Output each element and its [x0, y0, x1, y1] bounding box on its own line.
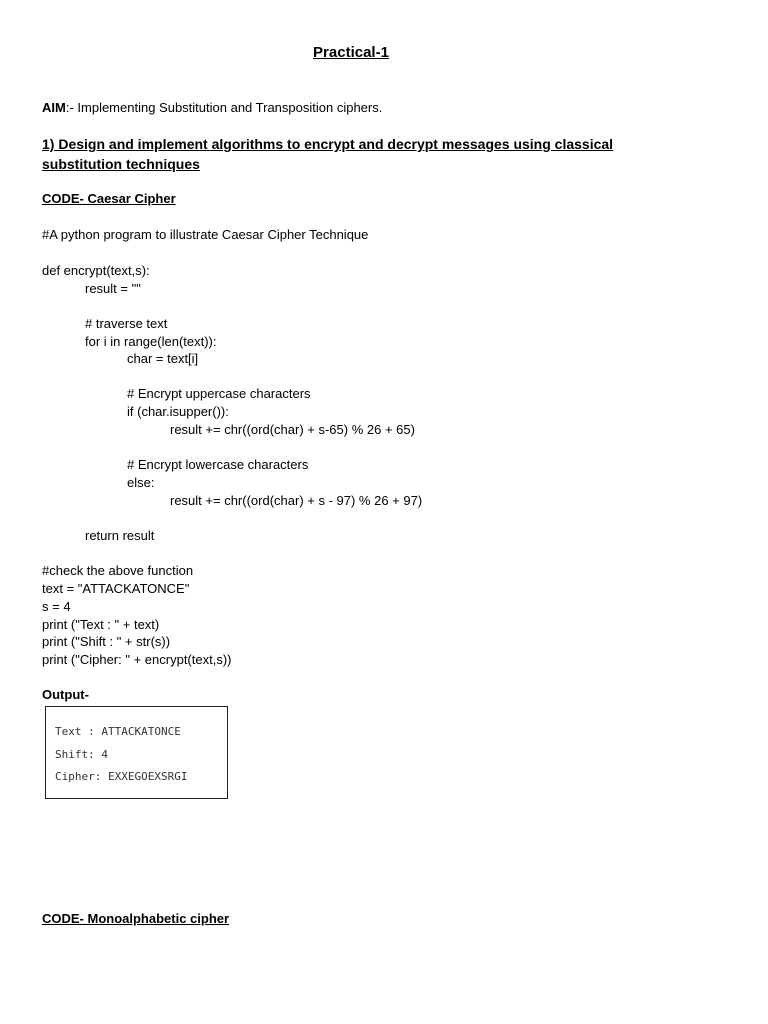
code-line: #check the above function [42, 563, 194, 578]
code-line: print ("Text : " + text) [42, 617, 160, 632]
code-heading-caesar: CODE- Caesar Cipher [42, 191, 176, 206]
output-console-box [45, 706, 228, 799]
code-line: # Encrypt lowercase characters [127, 457, 309, 472]
code-line: # traverse text [85, 316, 168, 331]
code-line: return result [85, 528, 155, 543]
code-line: # Encrypt uppercase characters [127, 386, 311, 401]
code-line: result += chr((ord(char) + s - 97) % 26 + 97) [170, 493, 423, 508]
code-line: for i in range(len(text)): [85, 334, 217, 349]
section-heading-line-1: 1) Design and implement algorithms to encrypt and decrypt messages using classical [42, 136, 614, 152]
code-line: result += chr((ord(char) + s-65) % 26 + 65) [170, 422, 415, 437]
code-line: if (char.isupper()): [127, 404, 229, 419]
code-line: s = 4 [42, 599, 71, 614]
code-line: else: [127, 475, 155, 490]
aim-label: AIM [42, 100, 66, 115]
output-line: Shift: 4 [55, 748, 108, 761]
code-line: result = "" [85, 281, 141, 296]
output-label: Output- [42, 687, 89, 702]
aim-text: :- Implementing Substitution and Transposition ciphers. [65, 100, 383, 115]
code-line: print ("Cipher: " + encrypt(text,s)) [42, 652, 232, 667]
code-line: print ("Shift : " + str(s)) [42, 634, 171, 649]
code-line: #A python program to illustrate Caesar Cipher Technique [42, 227, 369, 242]
code-line: char = text[i] [127, 351, 199, 366]
output-line: Cipher: EXXEGOEXSRGI [55, 770, 188, 783]
code-line: def encrypt(text,s): [42, 263, 150, 278]
code-heading-monoalphabetic: CODE- Monoalphabetic cipher [42, 911, 230, 926]
section-heading-line-2: substitution techniques [42, 156, 200, 172]
page-title: Practical-1 [313, 44, 389, 61]
code-line: text = "ATTACKATONCE" [42, 581, 190, 596]
output-line: Text : ATTACKATONCE [55, 725, 181, 738]
aim-statement [42, 101, 382, 114]
